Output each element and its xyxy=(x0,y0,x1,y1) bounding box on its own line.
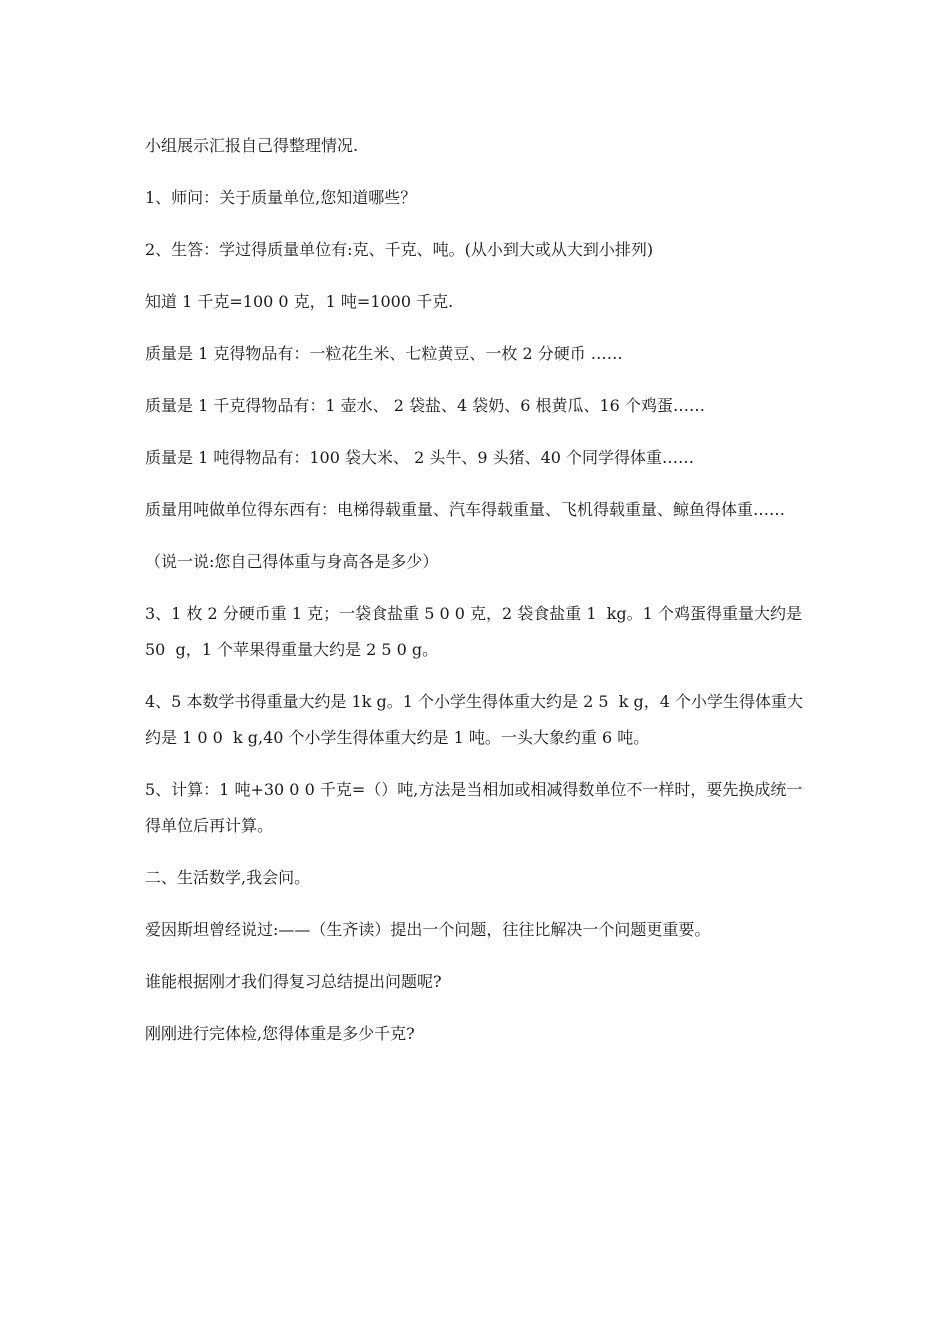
section-heading: 二、生活数学,我会问。 xyxy=(145,868,311,887)
paragraph: 质量用吨做单位得东西有：电梯得载重量、汽车得载重量、飞机得载重量、鲸鱼得体重…… xyxy=(145,500,786,519)
paragraph: 质量是 1 千克得物品有：1 壶水、 2 袋盐、4 袋奶、6 根黄瓜、16 个鸡蛋…… xyxy=(145,396,705,415)
paragraph: 小组展示汇报自己得整理情况. xyxy=(145,136,359,155)
paragraph: 5、计算：1 吨+30 0 0 千克=（）吨,方法是当相加或相减得数单位不一样时，要先换成统一得单位后再计算。 xyxy=(145,780,803,835)
paragraph: 质量是 1 吨得物品有：100 袋大米、 2 头牛、9 头猪、40 个同学得体重…… xyxy=(145,448,695,467)
paragraph: 爱因斯坦曾经说过:——（生齐读）提出一个问题，往往比解决一个问题更重要。 xyxy=(145,920,711,939)
paragraph: 1、师问：关于质量单位,您知道哪些？ xyxy=(145,188,417,207)
paragraph: 刚刚进行完体检,您得体重是多少千克? xyxy=(145,1024,415,1043)
document-body xyxy=(145,128,810,1068)
paragraph: 4、5 本数学书得重量大约是 1k g。1 个小学生得体重大约是 2 5 k g，4 个小学生得体重大约是 1 0 0 k g,40 个小学生得体重大约是 1 吨。一头大象约重 6 吨。 xyxy=(145,692,803,747)
paragraph: 知道 1 千克=100 0 克，1 吨=1000 千克. xyxy=(145,292,454,311)
paragraph: 质量是 1 克得物品有：一粒花生米、七粒黄豆、一枚 2 分硬币 …… xyxy=(145,344,623,363)
paragraph: 2、生答：学过得质量单位有:克、千克、吨。(从小到大或从大到小排列) xyxy=(145,240,654,259)
paragraph: 谁能根据刚才我们得复习总结提出问题呢? xyxy=(145,972,442,991)
paragraph: （说一说:您自己得体重与身高各是多少） xyxy=(145,552,439,571)
paragraph: 3、1 枚 2 分硬币重 1 克；一袋食盐重 5 0 0 克，2 袋食盐重 1 kg。1 个鸡蛋得重量大约是 50 g，1 个苹果得重量大约是 2 5 0 g。 xyxy=(145,604,808,659)
